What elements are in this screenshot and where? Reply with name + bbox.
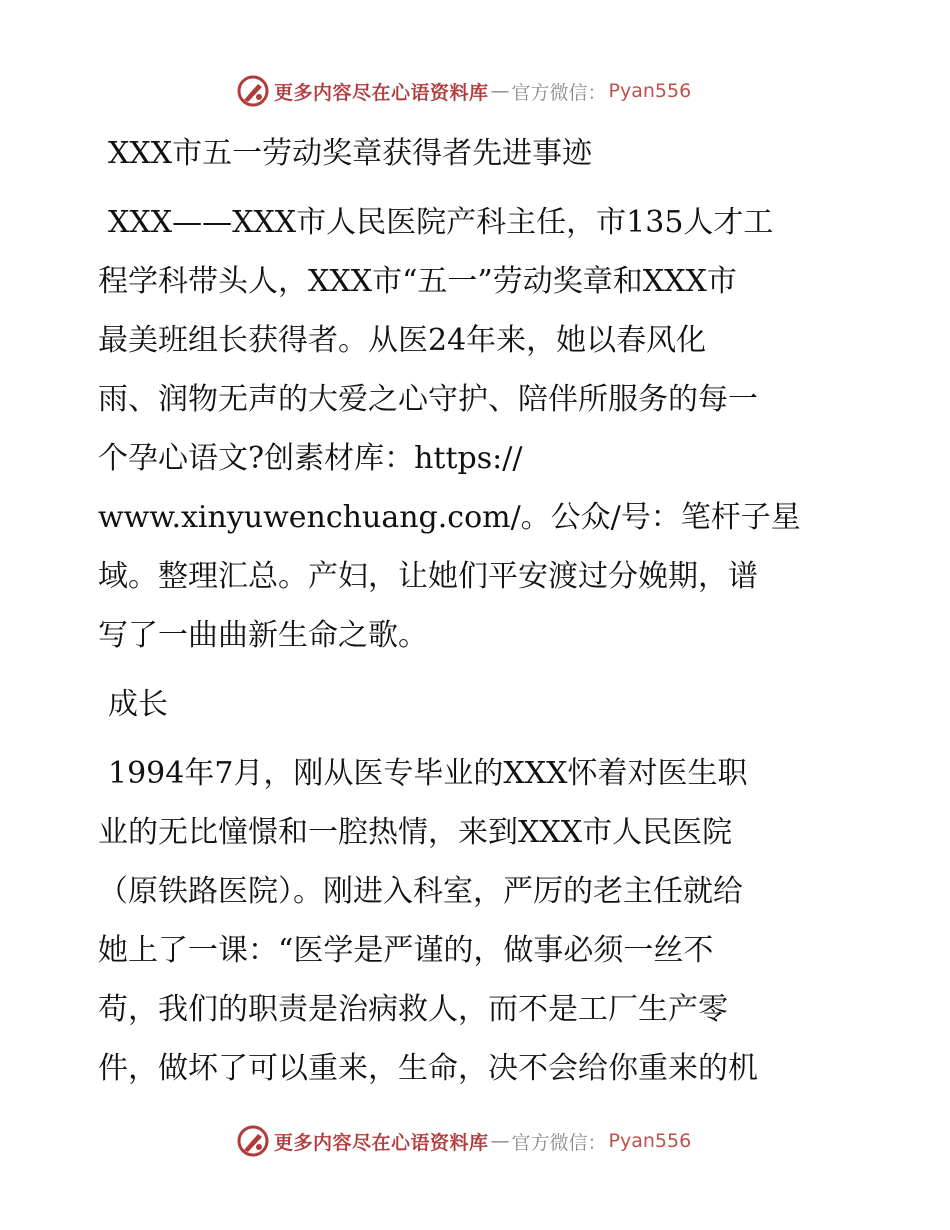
paragraph-line: （原铁路医院）。刚进入科室，严厉的老主任就给 (98, 874, 743, 909)
banner-sub-text: 官方微信： (511, 81, 607, 104)
paragraph-line: 最美班组长获得者。从医24年来，她以春风化 (98, 323, 707, 358)
paragraph-line: 她上了一课：“医学是严谨的，做事必须一丝不 (98, 933, 714, 968)
document-title: XXX市五一劳动奖章获得者先进事迹 (108, 136, 593, 171)
document-body (98, 124, 858, 1098)
banner-dash: — (490, 1130, 510, 1152)
section-heading: 成长 (108, 687, 168, 722)
banner-main-text: 更多内容尽在心语资料库 (274, 1131, 489, 1154)
paragraph-line: 苟，我们的职责是治病救人，而不是工厂生产零 (98, 992, 728, 1027)
paragraph-line: 写了一曲曲新生命之歌。 (98, 618, 428, 653)
paragraph-line: 个孕心语文?创素材库：https:// (98, 441, 523, 476)
paragraph-line: 程学科带头人，XXX市“五一”劳动奖章和XXX市 (98, 264, 737, 299)
paragraph-line: 件，做坏了可以重来，生命，决不会给你重来的机 (98, 1051, 758, 1086)
banner-wechat-id: Pyan556 (608, 1130, 692, 1152)
pen-quill-logo-icon (236, 1124, 270, 1158)
paragraph-growth (98, 744, 858, 1098)
header-banner (236, 71, 756, 111)
footer-banner (236, 1121, 756, 1161)
paragraph-line: 1994年7月，刚从医专毕业的XXX怀着对医生职 (108, 756, 748, 791)
paragraph-line: 业的无比憧憬和一腔热情，来到XXX市人民医院 (98, 815, 733, 850)
banner-dash: — (490, 80, 510, 102)
banner-sub-text: 官方微信： (511, 1131, 607, 1154)
paragraph-intro (98, 193, 858, 665)
paragraph-line: XXX——XXX市人民医院产科主任，市135人才工 (108, 205, 774, 240)
pen-quill-logo-icon (236, 74, 270, 108)
paragraph-line: 域。整理汇总。产妇，让她们平安渡过分娩期，谱 (98, 559, 758, 594)
banner-main-text: 更多内容尽在心语资料库 (274, 81, 489, 104)
banner-wechat-id: Pyan556 (608, 80, 692, 102)
paragraph-line: www.xinyuwenchuang.com/。公众/号：笔杆子星 (98, 500, 801, 535)
paragraph-line: 雨、润物无声的大爱之心守护、陪伴所服务的每一 (98, 382, 758, 417)
